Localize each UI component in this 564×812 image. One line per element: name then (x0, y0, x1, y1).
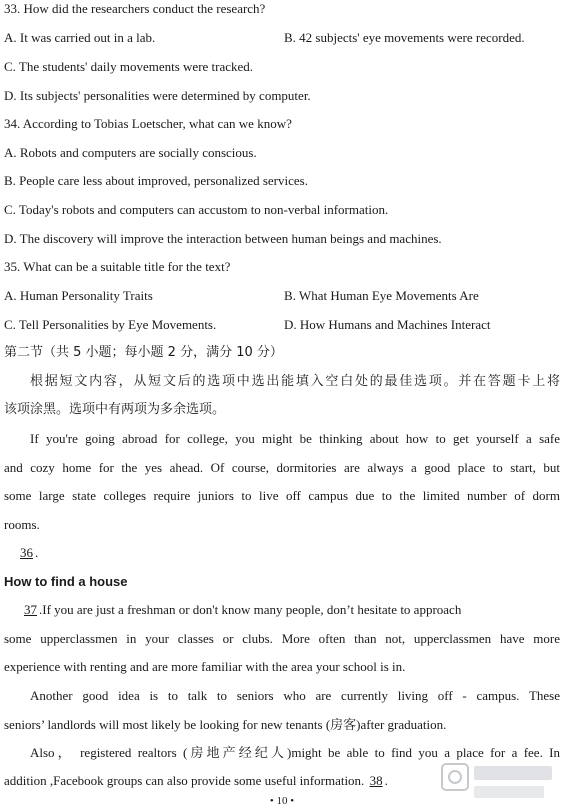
passage-p3-line1: Another good idea is to talk to seniors who are currently living off - campus. These (30, 688, 560, 703)
watermark-seal-icon (440, 760, 558, 806)
q33-option-c: C. The students' daily movements were tracked. (4, 59, 254, 74)
q33-stem: 33. How did the researchers conduct the research? (4, 1, 266, 16)
passage-p1-line2: and cozy home for the yes ahead. Of course, dormitories are always a good place to start, but (4, 460, 560, 475)
passage-subheading: How to find a house (4, 574, 128, 589)
q35-option-d: D. How Humans and Machines Interact (284, 317, 491, 332)
passage-p4-line2-text: addition ,Facebook groups can also provide some useful information. (4, 773, 365, 788)
blank-38-period: . (384, 773, 388, 788)
q33-options-row1 (4, 29, 560, 47)
passage-p3-line2: seniors’ landlords will most likely be looking for new tenants (房客)after graduation. (4, 717, 447, 732)
q35-options-row2 (4, 316, 560, 334)
passage-p2-line3: experience with renting and are more familiar with the area your school is in. (4, 659, 406, 674)
q33-option-b: B. 42 subjects' eye movements were recorded. (284, 30, 525, 45)
q34-option-a: A. Robots and computers are socially conscious. (4, 145, 257, 160)
q35-option-c: C. Tell Personalities by Eye Movements. (4, 317, 217, 332)
q34-option-d: D. The discovery will improve the interaction between human beings and machines. (4, 231, 442, 246)
q34-option-b: B. People care less about improved, personalized services. (4, 173, 308, 188)
q35-option-b: B. What Human Eye Movements Are (284, 288, 479, 303)
passage-p4-line1: Also， registered realtors (房地产经纪人)might be able to find you a place for a fee. In (30, 745, 560, 760)
q35-option-a: A. Human Personality Traits (4, 288, 153, 303)
q35-options-row1 (4, 287, 560, 305)
page-number: • 10 • (269, 795, 295, 807)
passage-p1-line3: some large state colleges require juniors to live off campus due to the limited number of dorm (4, 488, 560, 503)
passage-p2-line1 (22, 601, 560, 619)
section2-instruction-line1: 根据短文内容，从短文后的选项中选出能填入空白处的最佳选项。并在答题卡上将 (30, 374, 560, 389)
q35-stem: 35. What can be a suitable title for the text? (4, 259, 231, 274)
passage-p2-line1-text: .If you are just a freshman or don't know many people, don’t hesitate to approach (39, 602, 462, 617)
section2-instruction-line2: 该项涂黑。选项中有两项为多余选项。 (4, 402, 226, 417)
passage-p2-line2: some upperclassmen in your classes or clubs. More often than not, upperclassmen have more (4, 631, 560, 646)
passage-p1-line4: rooms. (4, 517, 40, 532)
blank-36-period: . (35, 545, 39, 560)
blank-38[interactable]: 38 (369, 773, 383, 788)
q34-option-c: C. Today's robots and computers can accustom to non-verbal information. (4, 202, 389, 217)
blank-37[interactable]: 37 (24, 602, 37, 617)
section2-heading: 第二节（共 5 小题；每小题 2 分，满分 10 分） (4, 345, 283, 360)
passage-p1-line1: If you're going abroad for college, you might be thinking about how to get yourself a safe (30, 431, 560, 446)
q33-option-d: D. Its subjects' personalities were determined by computer. (4, 88, 311, 103)
blank-36-line (18, 544, 560, 562)
q34-stem: 34. According to Tobias Loetscher, what can we know? (4, 116, 292, 131)
q33-option-a: A. It was carried out in a lab. (4, 30, 156, 45)
blank-36[interactable]: 36 (20, 545, 33, 560)
